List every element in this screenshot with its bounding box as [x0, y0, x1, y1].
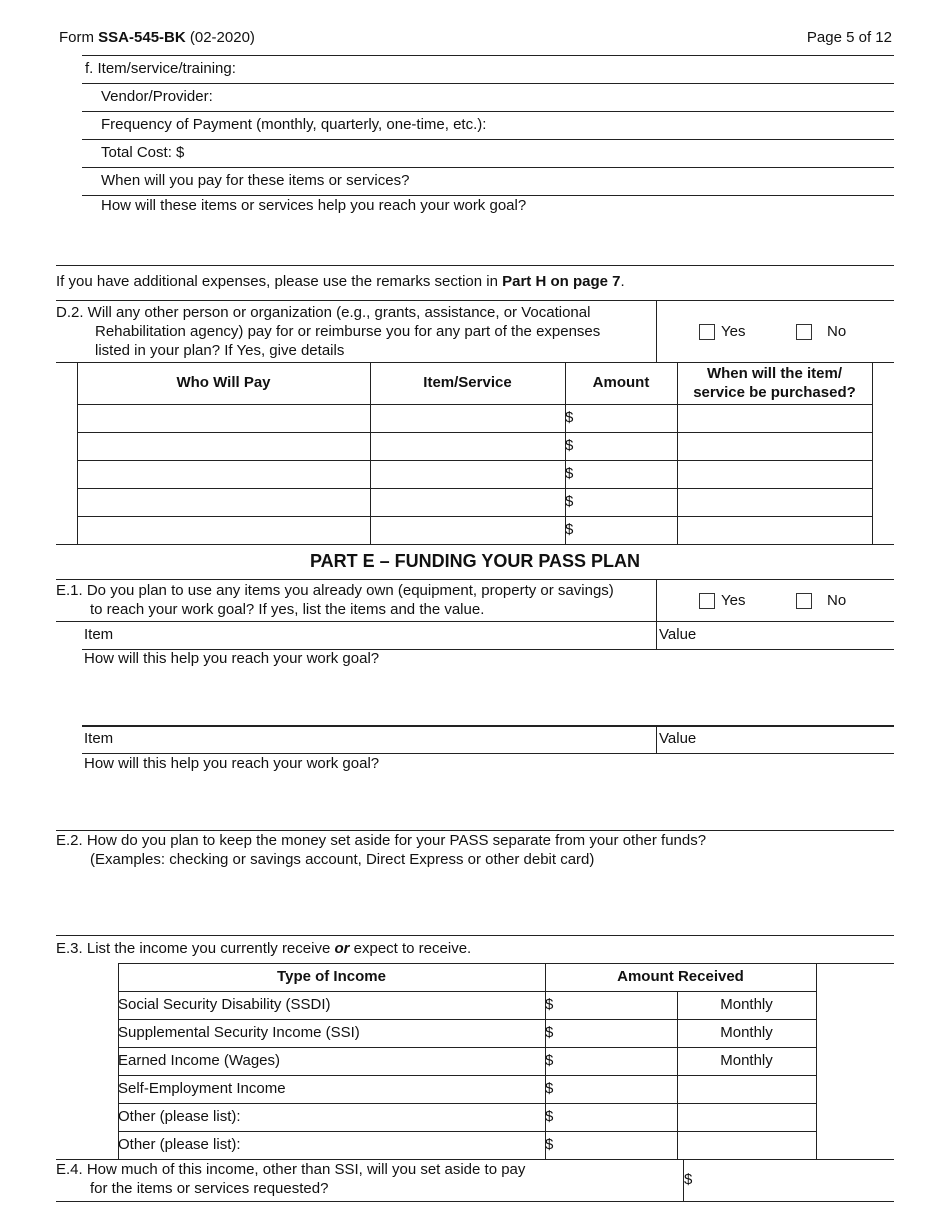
e1-question-line2: to reach your work goal? If yes, list the items and the value. — [90, 601, 485, 618]
income-type[interactable]: Other (please list): — [118, 1108, 241, 1125]
form-number: SSA-545-BK — [98, 29, 186, 46]
amount-cell[interactable]: $ — [545, 1024, 554, 1041]
e4-amount-field[interactable]: $ — [684, 1171, 693, 1188]
col-type-of-income: Type of Income — [277, 968, 386, 985]
divider — [82, 139, 894, 140]
frequency-field[interactable]: Frequency of Payment (monthly, quarterly, one-time, etc.): — [101, 116, 487, 133]
e1-yes-label: Yes — [721, 592, 746, 609]
when-pay-field[interactable]: When will you pay for these items or services? — [101, 172, 410, 189]
e2-question-line1: E.2. How do you plan to keep the money set aside for your PASS separate from your other funds? — [56, 832, 707, 849]
value-1-field[interactable]: Value — [659, 626, 697, 643]
how-help-1-field[interactable]: How will this help you reach your work goal? — [84, 650, 380, 667]
divider — [118, 963, 894, 964]
divider — [82, 725, 894, 727]
amount-cell[interactable]: $ — [545, 1108, 554, 1125]
amount-cell[interactable]: $ — [545, 996, 554, 1013]
how-help-field[interactable]: How will these items or services help you reach your work goal? — [101, 197, 527, 214]
divider — [56, 621, 894, 622]
additional-expenses-note: If you have additional expenses, please use the remarks section in Part H on page 7. — [56, 273, 625, 290]
income-type: Self-Employment Income — [118, 1080, 286, 1097]
amount-cell[interactable]: $ — [565, 437, 574, 454]
frequency-cell: Monthly — [720, 1024, 773, 1041]
divider — [82, 111, 894, 112]
e4-question-line2: for the items or services requested? — [90, 1180, 329, 1197]
divider — [82, 83, 894, 84]
amount-cell[interactable]: $ — [565, 409, 574, 426]
amount-cell[interactable]: $ — [565, 521, 574, 538]
divider — [656, 300, 657, 362]
d2-question-line3: listed in your plan? If Yes, give details — [95, 342, 345, 359]
d2-yes-checkbox[interactable] — [699, 324, 715, 340]
col-when-purchased: When will the item/ service be purchased? — [693, 365, 856, 401]
divider — [82, 55, 894, 56]
amount-cell[interactable]: $ — [545, 1052, 554, 1069]
frequency-cell: Monthly — [720, 1052, 773, 1069]
amount-cell[interactable]: $ — [545, 1080, 554, 1097]
frequency-cell: Monthly — [720, 996, 773, 1013]
amount-cell[interactable]: $ — [565, 465, 574, 482]
vendor-field[interactable]: Vendor/Provider: — [101, 88, 213, 105]
part-h-reference: Part H on page 7 — [502, 273, 621, 290]
amount-cell[interactable]: $ — [565, 493, 574, 510]
col-amount-received: Amount Received — [617, 968, 744, 985]
e1-yes-checkbox[interactable] — [699, 593, 715, 609]
item-f-field[interactable]: f. Item/service/training: — [85, 60, 236, 77]
col-who-will-pay: Who Will Pay — [176, 374, 271, 391]
divider — [656, 621, 657, 649]
item-1-field[interactable]: Item — [84, 626, 114, 643]
divider — [56, 362, 894, 363]
item-2-field[interactable]: Item — [84, 730, 114, 747]
form-id-header: Form SSA-545-BK (02-2020) — [59, 29, 255, 46]
income-type[interactable]: Other (please list): — [118, 1136, 241, 1153]
divider — [56, 544, 894, 545]
e3-question: E.3. List the income you currently receive or expect to receive. — [56, 940, 472, 957]
divider — [82, 167, 894, 168]
divider — [656, 579, 657, 621]
page-number: Page 5 of 12 — [806, 29, 892, 46]
d2-yes-label: Yes — [721, 323, 746, 340]
how-help-2-field[interactable]: How will this help you reach your work goal? — [84, 755, 380, 772]
divider — [56, 1201, 894, 1202]
divider — [656, 725, 657, 753]
e1-no-checkbox[interactable] — [796, 593, 812, 609]
d2-no-label: No — [827, 323, 847, 340]
income-type: Earned Income (Wages) — [118, 1052, 281, 1069]
divider — [56, 579, 894, 580]
col-item-service: Item/Service — [423, 374, 512, 391]
e2-question-line2: (Examples: checking or savings account, Direct Express or other debit card) — [90, 851, 595, 868]
income-type: Supplemental Security Income (SSI) — [118, 1024, 360, 1041]
income-type: Social Security Disability (SSDI) — [118, 996, 331, 1013]
divider — [56, 935, 894, 936]
divider — [56, 300, 894, 301]
e1-question-line1: E.1. Do you plan to use any items you already own (equipment, property or savings) — [56, 582, 614, 599]
total-cost-field[interactable]: Total Cost: $ — [101, 144, 185, 161]
divider — [56, 265, 894, 266]
e4-question-line1: E.4. How much of this income, other than SSI, will you set aside to pay — [56, 1161, 526, 1178]
d2-question-line1: D.2. Will any other person or organization (e.g., grants, assistance, or Vocational — [56, 304, 591, 321]
value-2-field[interactable]: Value — [659, 730, 697, 747]
col-amount: Amount — [592, 374, 650, 391]
d2-no-checkbox[interactable] — [796, 324, 812, 340]
d2-question-line2: Rehabilitation agency) pay for or reimburse you for any part of the expenses — [95, 323, 601, 340]
part-e-title: PART E – FUNDING YOUR PASS PLAN — [309, 551, 641, 571]
amount-cell[interactable]: $ — [545, 1136, 554, 1153]
e1-no-label: No — [827, 592, 847, 609]
